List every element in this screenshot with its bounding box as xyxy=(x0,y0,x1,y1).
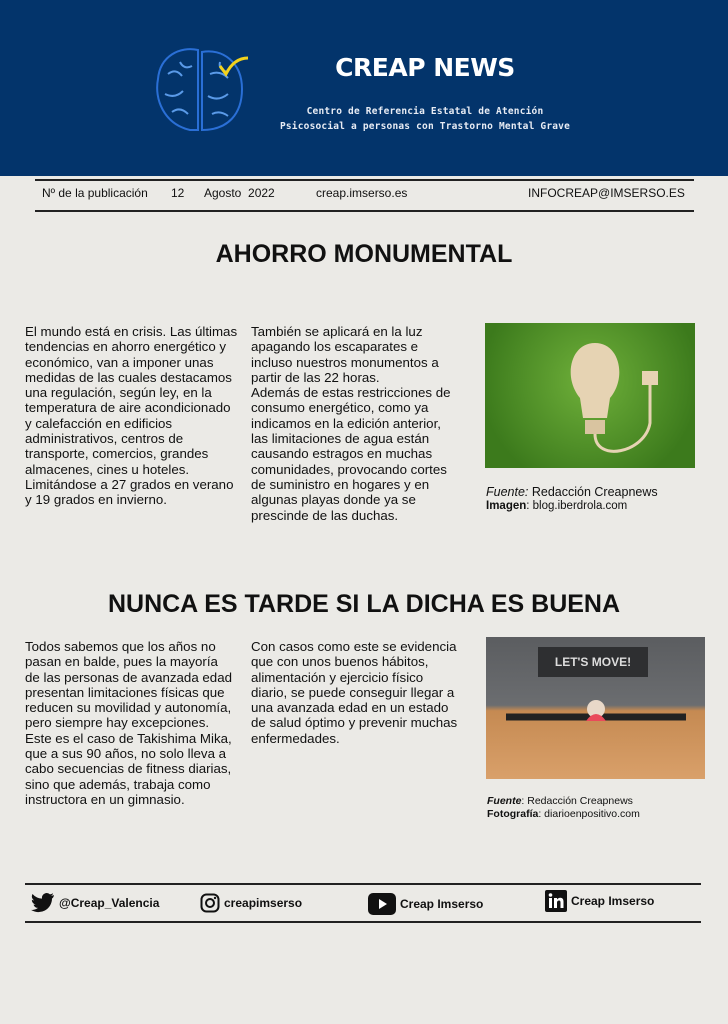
article-column: El mundo está en crisis. Las últimas tendencias en ahorro energético y económico, van a imponer unas medidas de las cuales destacamos una regulación, según ley, en la temperatura de aire acondicionado y calefacción en edificios administrativos, centros de transporte, comercios, grandes almacenes, cines u hoteles. Limitándose a 27 grados en verano y 19 grados en invierno. xyxy=(25,324,238,508)
divider xyxy=(25,921,701,923)
lightbulb-grass-image xyxy=(485,323,695,468)
linkedin-icon xyxy=(545,890,567,912)
article-column xyxy=(251,324,461,523)
article-column: Con casos como este se evidencia que con unos buenos hábitos, alimentación y ejercicio físico diario, se puede conseguir llegar a una avanzada edad en un estado de salud óptimo y prevenir muchas enfermedades. xyxy=(251,639,458,746)
instagram-icon xyxy=(200,893,220,913)
youtube-icon xyxy=(368,893,396,915)
social-label: Creap Imserso xyxy=(571,894,655,908)
newsletter-title: CREAP NEWS xyxy=(335,53,515,82)
divider xyxy=(25,883,701,885)
social-label: Creap Imserso xyxy=(400,897,484,911)
caption-label: Fuente: xyxy=(486,485,529,499)
masthead xyxy=(0,0,728,176)
brain-logo-icon xyxy=(150,44,250,136)
image-caption xyxy=(486,485,658,513)
caption-value: : diarioenpositivo.com xyxy=(538,808,640,820)
photo-caption xyxy=(487,795,640,821)
subtitle-line: Psicosocial a personas con Trastorno Mental Grave xyxy=(279,121,571,132)
email-link[interactable]: INFOCREAP@IMSERSO.ES xyxy=(528,186,685,200)
social-instagram[interactable] xyxy=(200,893,302,913)
photo-sign: LET'S MOVE! xyxy=(538,647,648,677)
social-twitter[interactable] xyxy=(31,893,159,913)
social-linkedin[interactable] xyxy=(545,890,654,912)
divider xyxy=(35,179,694,181)
caption-value: : Redacción Creapnews xyxy=(521,795,633,807)
paragraph: También se aplicará en la luz apagando los escaparates e incluso nuestros monumentos a partir de las 22 horas. xyxy=(251,324,439,385)
newsletter-subtitle xyxy=(250,104,600,134)
article-column: Todos sabemos que los años no pasan en balde, pues la mayoría de las personas de avanzada edad presentan limitaciones físicas que reducen su movilidad y autonomía, pero siempre hay excepciones. Este es el caso de Takishima Mika, que a sus 90 años, no solo lleva a cabo secuencias de fitness diarias, sino que además, trabaja como instructora en un gimnasio. xyxy=(25,639,232,807)
website-link[interactable]: creap.imserso.es xyxy=(316,186,408,200)
social-label: @Creap_Valencia xyxy=(59,896,160,910)
article-title: NUNCA ES TARDE SI LA DICHA ES BUENA xyxy=(107,590,621,618)
caption-value: Redacción Creapnews xyxy=(528,485,658,499)
publication-label: Nº de la publicación xyxy=(42,186,148,200)
caption-label: Fotografía xyxy=(487,808,539,820)
subtitle-line: Centro de Referencia Estatal de Atención xyxy=(306,106,544,117)
fitness-photo xyxy=(486,637,705,779)
publication-number: 12 xyxy=(171,186,185,200)
social-label: creapimserso xyxy=(224,896,303,910)
publication-date: Agosto 2022 xyxy=(204,186,275,200)
social-youtube[interactable] xyxy=(368,893,483,915)
caption-label: Fuente xyxy=(487,795,522,807)
paragraph: Además de estas restricciones de consumo energético, como ya indicamos en la edición anterior, las limitaciones de agua están causando estragos en muchas comunidades, provocando cortes de suministro en hogares y en algunas playas donde ya se prescinde de las duchas. xyxy=(251,385,451,523)
divider xyxy=(35,210,694,212)
twitter-icon xyxy=(31,893,55,913)
article-title: AHORRO MONUMENTAL xyxy=(215,240,513,268)
caption-value: : blog.iberdrola.com xyxy=(526,500,628,512)
caption-label: Imagen xyxy=(486,500,527,512)
